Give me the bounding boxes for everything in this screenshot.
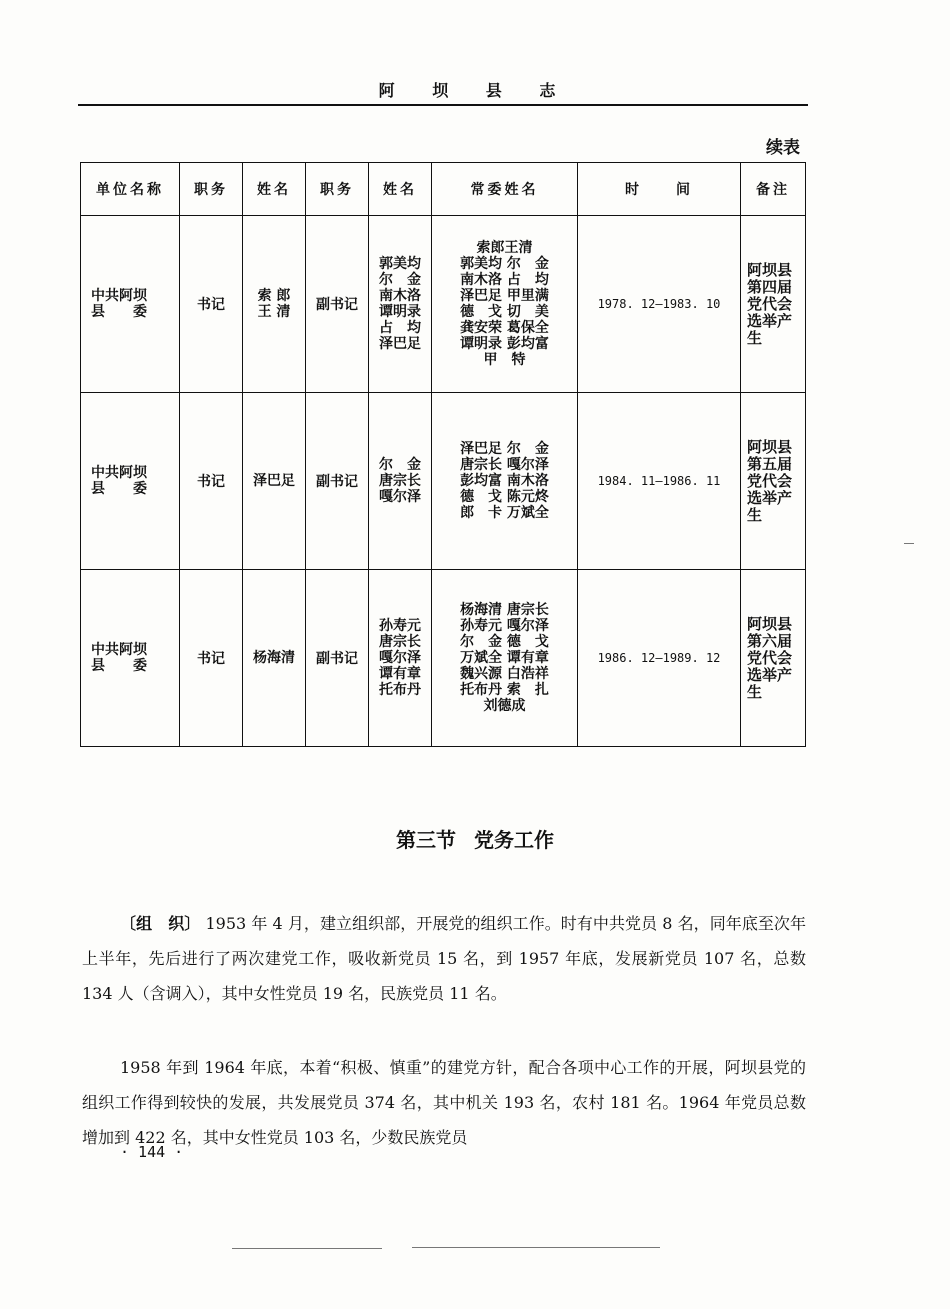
scan-artifact	[232, 1248, 382, 1249]
committee-names-cell	[432, 393, 578, 570]
committee-names-cell-line: 谭明录 彭均富	[460, 336, 549, 352]
committee-names-cell-line: 万斌全 谭有章	[460, 650, 549, 666]
time-cell: 1986. 12—1989. 12	[578, 570, 741, 747]
section-number: 第三节	[396, 828, 456, 852]
committee-names-cell-line: 龚安荣 葛保全	[460, 320, 549, 336]
committee-names-cell-line: 郭美均 尔 金	[460, 256, 549, 272]
name-cell-line: 王 清	[257, 304, 291, 320]
deputy-names-cell-line: 嘎尔泽	[379, 650, 421, 666]
deputy-names-cell-line: 南木洛	[379, 288, 421, 304]
col-title: 职务	[180, 163, 243, 216]
table-row	[81, 216, 806, 393]
name-cell-line: 泽巴足	[253, 473, 295, 489]
deputy-names-cell-line: 郭美均	[379, 256, 421, 272]
name-cell-line: 杨海清	[253, 650, 295, 666]
committee-names-cell-line: 刘德成	[483, 698, 526, 714]
name-cell	[243, 570, 306, 747]
unit-cell-line: 中共阿坝	[91, 465, 147, 481]
committee-names-cell-line: 尔 金 德 戈	[460, 634, 549, 650]
deputy-names-cell-line: 孙寿元	[379, 618, 421, 634]
time-cell: 1978. 12—1983. 10	[578, 216, 741, 393]
paragraph-text: 1953 年 4 月，建立组织部，开展党的组织工作。时有中共党员 8 名，同年底至次年上半年，先后进行了两次建党工作，吸收新党员 15 名，到 1957 年底，发展新党员 107 名，总数 134 人（含调入），其中女性党员 19 名，民族党员 11 名。	[82, 914, 806, 1003]
unit-cell-line: 中共阿坝	[91, 642, 147, 658]
running-title: 阿 坝 县 志	[378, 81, 572, 100]
deputy-names-cell-line: 谭明录	[379, 304, 421, 320]
section-title	[0, 824, 950, 853]
table-header-row	[81, 163, 806, 216]
deputy-names-cell-line: 唐宗长	[379, 634, 421, 650]
col-name-2: 姓名	[369, 163, 432, 216]
unit-cell-line: 县 委	[91, 481, 147, 497]
committee-names-cell-line: 杨海清 唐宗长	[460, 602, 549, 618]
committee-names-cell	[432, 570, 578, 747]
paragraph-lead: 〔组 织〕	[120, 914, 201, 933]
deputy-names-cell	[369, 570, 432, 747]
table-row	[81, 570, 806, 747]
committee-names-cell-line: 德 戈 切 美	[460, 304, 549, 320]
unit-cell	[81, 570, 180, 747]
paragraph-text: 1958 年到 1964 年底，本着“积极、慎重”的建党方针，配合各项中心工作的开展，阿坝县党的组织工作得到较快的发展，共发展党员 374 名，其中机关 193 名，农村 181 名。1964 年党员总数增加到 422 名，其中女性党员 103 名，少数民族党员	[82, 1058, 806, 1147]
remark-text: 阿坝县第四届党代会选举产生	[747, 260, 793, 347]
paragraph-organization	[82, 906, 806, 1011]
remark-text: 阿坝县第六届党代会选举产生	[747, 614, 793, 701]
col-remark: 备注	[741, 163, 806, 216]
deputy-names-cell-line: 占 均	[379, 320, 421, 336]
committee-names-cell-line: 索郎王清	[476, 240, 533, 256]
remark-cell	[741, 216, 806, 393]
unit-cell-line: 中共阿坝	[91, 288, 147, 304]
deputy-names-cell-line: 谭有章	[379, 666, 421, 682]
deputy-names-cell	[369, 393, 432, 570]
committee-names-cell-line: 郎 卡 万斌全	[460, 505, 549, 521]
title-cell: 书记	[180, 570, 243, 747]
paragraph-development	[82, 1050, 806, 1155]
section-name: 党务工作	[474, 828, 554, 852]
title-cell: 书记	[180, 216, 243, 393]
remark-cell	[741, 570, 806, 747]
deputy-names-cell-line: 尔 金	[379, 457, 421, 473]
committee-names-cell-line: 德 戈 陈元炵	[460, 489, 549, 505]
table-row	[81, 393, 806, 570]
committee-names-cell-line: 孙寿元 嘎尔泽	[460, 618, 549, 634]
committee-names-cell-line: 托布丹 索 扎	[460, 682, 549, 698]
remark-text: 阿坝县第五届党代会选举产生	[747, 437, 793, 524]
unit-cell	[81, 216, 180, 393]
name-cell	[243, 393, 306, 570]
committee-names-cell	[432, 216, 578, 393]
committee-names-cell-line: 南木洛 占 均	[460, 272, 549, 288]
scan-artifact	[412, 1247, 660, 1248]
continued-label: 续表	[766, 138, 800, 158]
deputy-title-cell: 副书记	[306, 216, 369, 393]
col-name: 姓名	[243, 163, 306, 216]
deputy-names-cell-line: 嘎尔泽	[379, 489, 421, 505]
deputy-names-cell-line: 托布丹	[379, 682, 421, 698]
committee-names-cell-line: 泽巴足 尔 金	[460, 441, 549, 457]
scan-artifact	[904, 543, 914, 544]
committee-names-cell-line: 魏兴源 白浩祥	[460, 666, 549, 682]
col-unit: 单位名称	[81, 163, 180, 216]
unit-cell	[81, 393, 180, 570]
page-number: · 144 ·	[120, 1143, 184, 1161]
header-rule	[78, 104, 808, 106]
time-cell: 1984. 11—1986. 11	[578, 393, 741, 570]
deputy-names-cell-line: 唐宗长	[379, 473, 421, 489]
unit-cell-line: 县 委	[91, 304, 147, 320]
deputy-title-cell: 副书记	[306, 393, 369, 570]
title-cell: 书记	[180, 393, 243, 570]
col-title-2: 职务	[306, 163, 369, 216]
committee-names-cell-line: 甲 特	[483, 352, 526, 368]
unit-cell-line: 县 委	[91, 658, 147, 674]
committee-roster-table	[80, 162, 806, 747]
deputy-title-cell: 副书记	[306, 570, 369, 747]
col-time: 时 间	[578, 163, 741, 216]
committee-names-cell-line: 彭均富 南木洛	[460, 473, 549, 489]
name-cell	[243, 216, 306, 393]
remark-cell	[741, 393, 806, 570]
committee-names-cell-line: 唐宗长 嘎尔泽	[460, 457, 549, 473]
committee-names-cell-line: 泽巴足 甲里满	[460, 288, 549, 304]
name-cell-line: 索 郎	[257, 288, 291, 304]
deputy-names-cell-line: 泽巴足	[379, 336, 421, 352]
deputy-names-cell-line: 尔 金	[379, 272, 421, 288]
deputy-names-cell	[369, 216, 432, 393]
col-committee: 常委姓名	[432, 163, 578, 216]
